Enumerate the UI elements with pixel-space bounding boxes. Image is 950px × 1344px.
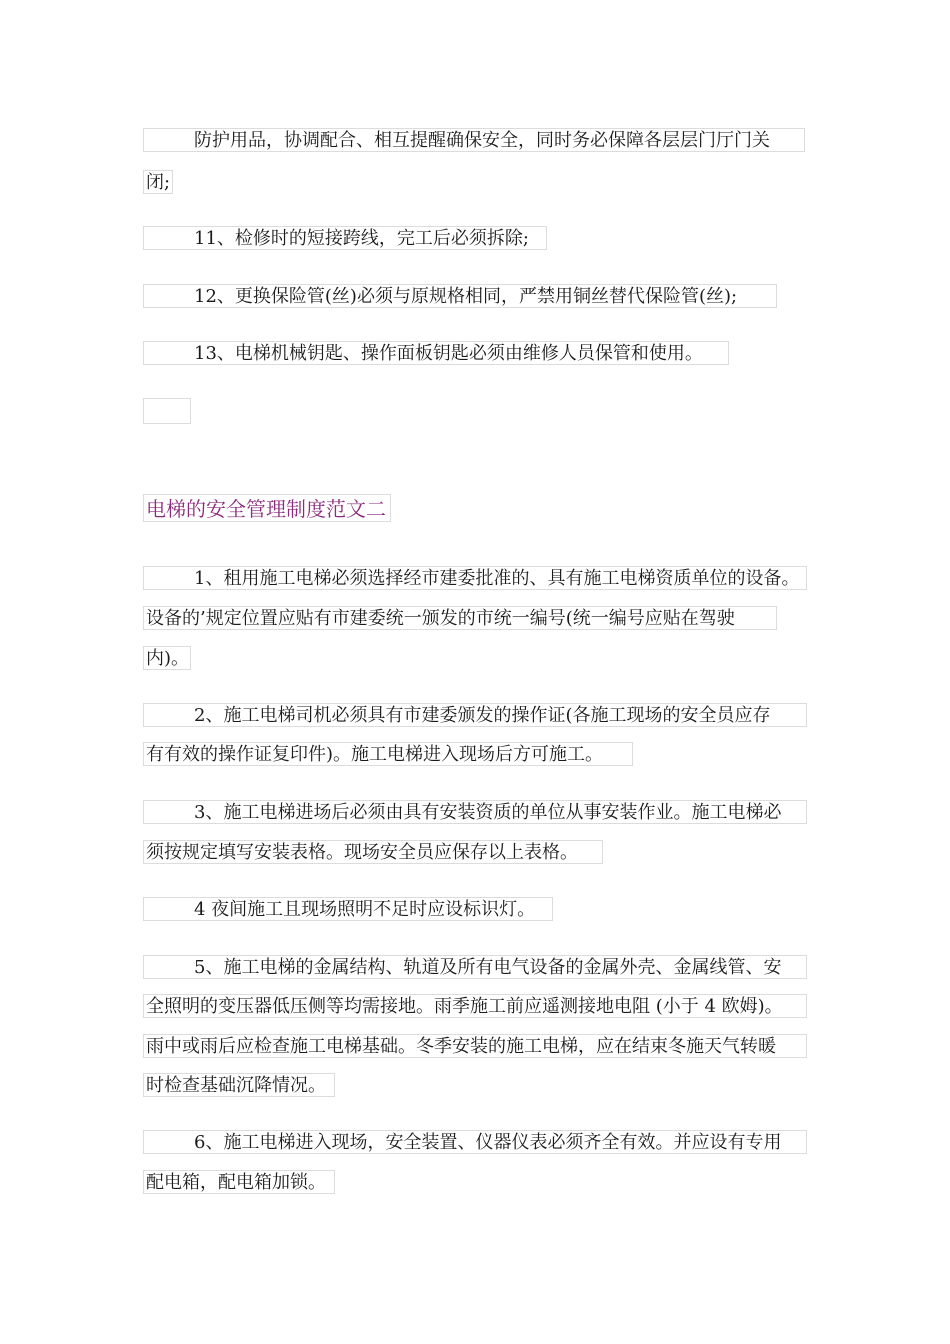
paragraph-line: 闭; bbox=[143, 170, 173, 194]
paragraph-line: 内)。 bbox=[143, 646, 191, 670]
paragraph-line: 3、施工电梯进场后必须由具有安装资质的单位从事安装作业。施工电梯必 bbox=[143, 800, 807, 824]
paragraph-line: 全照明的变压器低压侧等均需接地。雨季施工前应遥测接地电阻 (小于 4 欧姆)。 bbox=[143, 994, 807, 1018]
paragraph-line: 2、施工电梯司机必须具有市建委颁发的操作证(各施工现场的安全员应存 bbox=[143, 703, 807, 727]
paragraph-line: 有有效的操作证复印件)。施工电梯进入现场后方可施工。 bbox=[143, 742, 633, 766]
section-heading: 电梯的安全管理制度范文二 bbox=[143, 494, 391, 522]
paragraph-line: 12、更换保险管(丝)必须与原规格相同，严禁用铜丝替代保险管(丝); bbox=[143, 284, 777, 308]
paragraph-line: 配电箱，配电箱加锁。 bbox=[143, 1170, 335, 1194]
paragraph-line: 6、施工电梯进入现场，安全装置、仪器仪表必须齐全有效。并应设有专用 bbox=[143, 1130, 807, 1154]
paragraph-line: 13、电梯机械钥匙、操作面板钥匙必须由维修人员保管和使用。 bbox=[143, 341, 729, 365]
paragraph-line: 11、检修时的短接跨线，完工后必须拆除; bbox=[143, 226, 547, 250]
paragraph-line: 4 夜间施工且现场照明不足时应设标识灯。 bbox=[143, 897, 553, 921]
paragraph-line: 设备的’规定位置应贴有市建委统一颁发的市统一编号(统一编号应贴在驾驶 bbox=[143, 606, 777, 630]
paragraph-line: 防护用品，协调配合、相互提醒确保安全，同时务必保障各层层门厅门关 bbox=[143, 128, 805, 152]
paragraph-line: 5、施工电梯的金属结构、轨道及所有电气设备的金属外壳、金属线管、安 bbox=[143, 955, 807, 979]
paragraph-line: 须按规定填写安装表格。现场安全员应保存以上表格。 bbox=[143, 840, 603, 864]
paragraph-line: 1、租用施工电梯必须选择经市建委批准的、具有施工电梯资质单位的设备。 bbox=[143, 566, 807, 590]
empty-paragraph-box bbox=[143, 398, 191, 424]
paragraph-line: 时检查基础沉降情况。 bbox=[143, 1073, 335, 1097]
paragraph-line: 雨中或雨后应检查施工电梯基础。冬季安装的施工电梯，应在结束冬施天气转暖 bbox=[143, 1034, 807, 1058]
